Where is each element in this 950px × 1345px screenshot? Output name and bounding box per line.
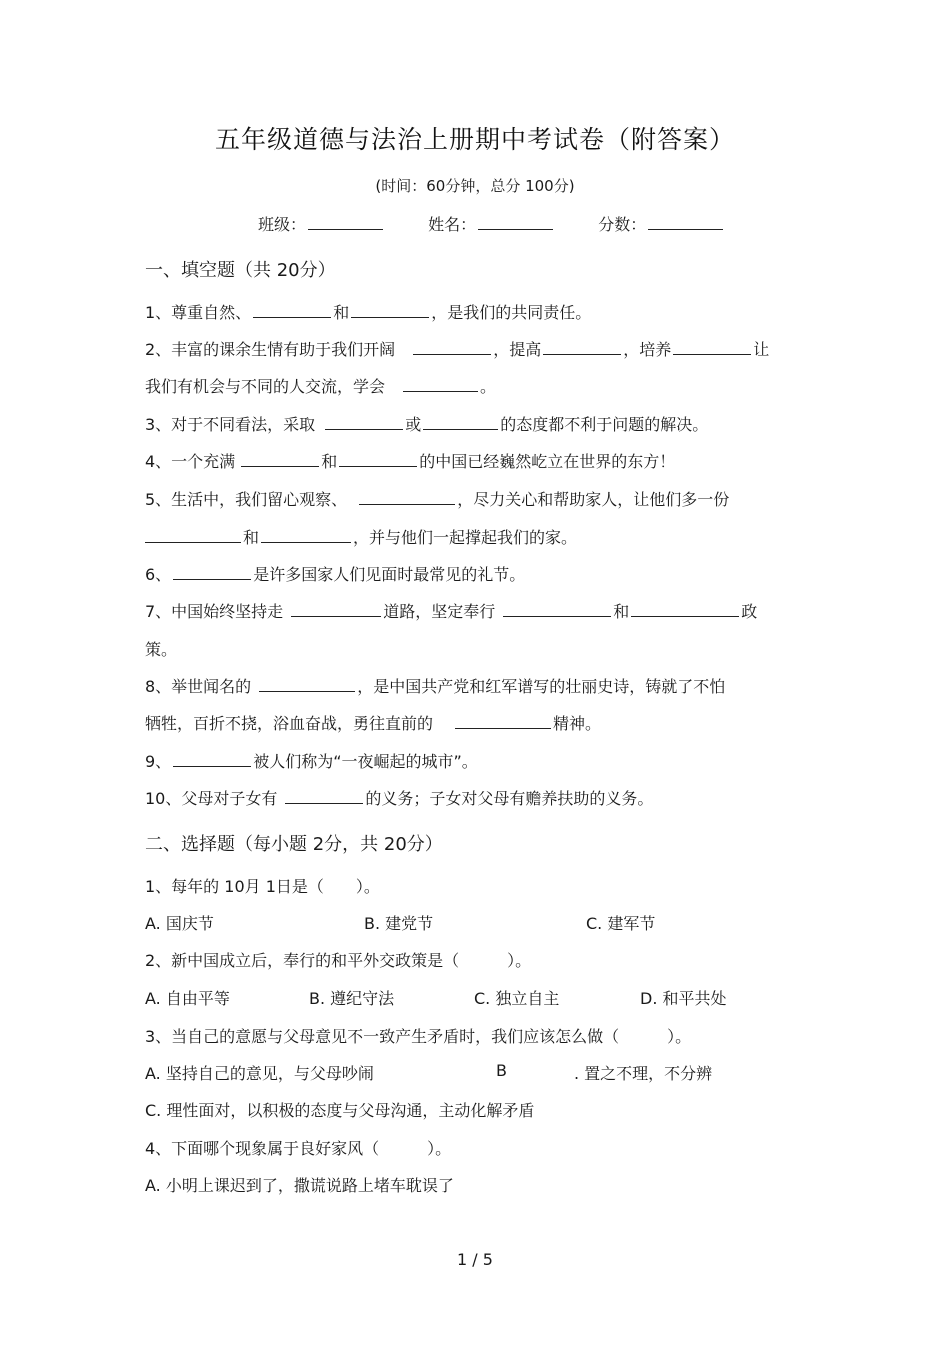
fill-question-8 xyxy=(145,674,725,697)
q7-text-a: 7、中国始终坚持走 xyxy=(145,602,284,621)
answer-blank xyxy=(543,338,621,355)
answer-blank xyxy=(631,600,739,617)
choice-question-4: 4、下面哪个现象属于良好家风（ ）。 xyxy=(145,1139,452,1158)
q4-text-c: 的中国已经巍然屹立在世界的东方！ xyxy=(419,452,676,471)
q10-text-a: 10、父母对子女有 xyxy=(145,789,278,808)
q7-text-e: 策。 xyxy=(145,640,178,659)
answer-blank xyxy=(291,600,381,617)
fill-question-2-cont xyxy=(145,374,496,397)
q1-option-b: B. 建党节 xyxy=(364,914,434,933)
answer-blank xyxy=(261,526,351,543)
answer-blank xyxy=(253,301,331,318)
q9-text-a: 9、 xyxy=(145,752,172,771)
q4-text-a: 4、一个充满 xyxy=(145,452,236,471)
answer-blank xyxy=(359,488,455,505)
answer-blank xyxy=(673,338,751,355)
name-blank xyxy=(478,213,553,230)
answer-blank xyxy=(259,675,355,692)
q2-text-d: 让 xyxy=(753,340,770,359)
q7-text-c: 和 xyxy=(613,602,630,621)
answer-blank xyxy=(403,375,478,392)
q2-text-f: 。 xyxy=(480,377,497,396)
q2-text-b: ，提高 xyxy=(493,340,542,359)
q5-text-c: 和 xyxy=(243,528,260,547)
class-label: 班级： xyxy=(258,215,307,234)
choice-question-1: 1、每年的 10月 1日是（ ）。 xyxy=(145,877,380,896)
q2-option-c: C. 独立自主 xyxy=(474,989,560,1008)
q2-option-d: D. 和平共处 xyxy=(640,989,727,1008)
class-blank xyxy=(308,213,383,230)
q8-text-c: 牺牲，百折不挠，浴血奋战，勇往直前的 xyxy=(145,714,434,733)
q1-text-b: 和 xyxy=(333,303,350,322)
q9-text-b: 被人们称为“一夜崛起的城市”。 xyxy=(253,752,478,771)
q2-option-b: B. 遵纪守法 xyxy=(309,989,395,1008)
choice-question-2: 2、新中国成立后，奉行的和平外交政策是（ ）。 xyxy=(145,951,532,970)
choice-question-3: 3、当自己的意愿与父母意见不一致产生矛盾时，我们应该怎么做（ ）。 xyxy=(145,1027,692,1046)
answer-blank xyxy=(339,450,417,467)
q3-text-a: 3、对于不同看法，采取 xyxy=(145,415,316,434)
answer-blank xyxy=(455,712,551,729)
q10-text-b: 的义务；子女对父母有赡养扶助的义务。 xyxy=(365,789,654,808)
score-blank xyxy=(648,213,723,230)
q3-text-c: 的态度都不利于问题的解决。 xyxy=(500,415,709,434)
fill-question-7 xyxy=(145,599,757,622)
q3-option-b-letter: B xyxy=(496,1061,507,1080)
answer-blank xyxy=(173,750,251,767)
fill-question-4 xyxy=(145,449,675,472)
q6-text-b: 是许多国家人们见面时最常见的礼节。 xyxy=(253,565,526,584)
fill-question-10 xyxy=(145,786,653,809)
exam-meta: (时间：60分钟，总分 100分) xyxy=(375,177,575,195)
q3-option-b-text: . 置之不理，不分辨 xyxy=(574,1064,713,1083)
answer-blank xyxy=(173,563,251,580)
fill-question-3 xyxy=(145,412,708,435)
q2-option-a: A. 自由平等 xyxy=(145,989,230,1008)
class-field xyxy=(258,212,385,235)
q1-option-c: C. 建军节 xyxy=(586,914,656,933)
q4-option-a: A. 小明上课迟到了，撒谎说路上堵车耽误了 xyxy=(145,1176,454,1195)
q5-text-a: 5、生活中，我们留心观察、 xyxy=(145,490,348,509)
q3-text-b: 或 xyxy=(405,415,422,434)
fill-question-2 xyxy=(145,337,769,360)
q2-text-e: 我们有机会与不同的人交流，学会 xyxy=(145,377,386,396)
fill-question-9 xyxy=(145,749,478,772)
section2-heading: 二、选择题（每小题 2分，共 20分） xyxy=(145,834,443,855)
q1-text-a: 1、尊重自然、 xyxy=(145,303,252,322)
fill-question-5 xyxy=(145,487,729,510)
page-title: 五年级道德与法治上册期中考试卷（附答案） xyxy=(214,125,735,154)
q3-option-a: A. 坚持自己的意见，与父母吵闹 xyxy=(145,1064,374,1083)
fill-question-6 xyxy=(145,562,525,585)
q7-text-b: 道路，坚定奉行 xyxy=(383,602,496,621)
q2-text-a: 2、丰富的课余生情有助于我们开阔 xyxy=(145,340,396,359)
answer-blank xyxy=(351,301,429,318)
fill-question-8-cont xyxy=(145,711,601,734)
score-label: 分数： xyxy=(598,215,647,234)
name-label: 姓名： xyxy=(428,215,477,234)
answer-blank xyxy=(241,450,319,467)
q2-text-c: ，培养 xyxy=(623,340,672,359)
fill-question-7-cont xyxy=(145,637,177,660)
q8-text-a: 8、举世闻名的 xyxy=(145,677,252,696)
q5-text-d: ，并与他们一起撑起我们的家。 xyxy=(353,528,578,547)
q1-option-a: A. 国庆节 xyxy=(145,914,214,933)
answer-blank xyxy=(145,526,241,543)
score-field xyxy=(598,212,725,235)
page-number: 1 / 5 xyxy=(457,1250,493,1269)
q8-text-b: ，是中国共产党和红军谱写的壮丽史诗，铸就了不怕 xyxy=(357,677,726,696)
section1-heading: 一、填空题（共 20分） xyxy=(145,260,336,281)
q4-text-b: 和 xyxy=(321,452,338,471)
student-info xyxy=(258,212,725,235)
answer-blank xyxy=(325,413,403,430)
fill-question-1 xyxy=(145,300,591,323)
q6-text-a: 6、 xyxy=(145,565,172,584)
q5-text-b: ，尽力关心和帮助家人，让他们多一份 xyxy=(457,490,730,509)
fill-question-5-cont xyxy=(145,525,577,548)
answer-blank xyxy=(503,600,611,617)
answer-blank xyxy=(413,338,491,355)
answer-blank xyxy=(285,787,363,804)
q8-text-d: 精神。 xyxy=(553,714,602,733)
q1-text-c: ，是我们的共同责任。 xyxy=(431,303,592,322)
answer-blank xyxy=(423,413,498,430)
q7-text-d: 政 xyxy=(741,602,758,621)
name-field xyxy=(428,212,555,235)
q3-option-c: C. 理性面对，以积极的态度与父母沟通，主动化解矛盾 xyxy=(145,1101,535,1120)
